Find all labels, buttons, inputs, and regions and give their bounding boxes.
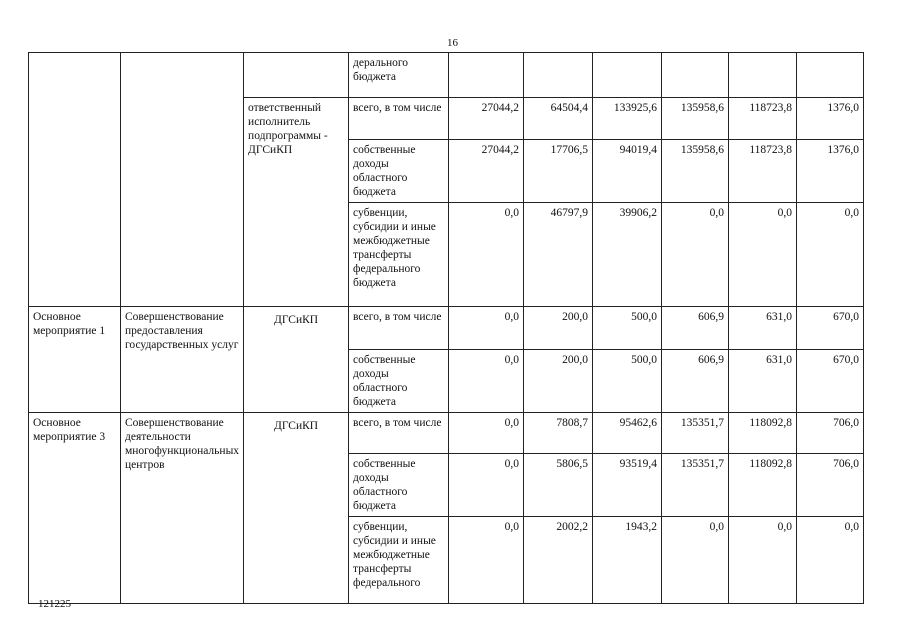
table-row: [29, 53, 864, 98]
value-cell: 670,0: [797, 350, 864, 413]
value-cell: 133925,6: [593, 98, 662, 140]
empty-cell: [121, 53, 244, 307]
value-cell: 27044,2: [449, 98, 524, 140]
value-cell: 0,0: [449, 517, 524, 604]
value-cell: 118723,8: [729, 140, 797, 203]
value-cell: 7808,7: [524, 413, 593, 454]
value-cell: 135351,7: [662, 454, 729, 517]
table-row: [29, 307, 864, 350]
source-cell: субвенции, субсидии и иные межбюджетные трансферты федерального бюджета: [349, 203, 449, 307]
value-cell: 200,0: [524, 307, 593, 350]
value-cell: 0,0: [449, 307, 524, 350]
value-cell: 118092,8: [729, 413, 797, 454]
source-cell: собственные доходы областного бюджета: [349, 454, 449, 517]
value-cell: 2002,2: [524, 517, 593, 604]
value-cell: 135958,6: [662, 140, 729, 203]
value-cell: 606,9: [662, 350, 729, 413]
source-cell: собственные доходы областного бюджета: [349, 140, 449, 203]
value-cell: 606,9: [662, 307, 729, 350]
value-cell: 1376,0: [797, 98, 864, 140]
value-cell: 0,0: [662, 203, 729, 307]
table-row: [29, 413, 864, 454]
value-cell: 0,0: [449, 454, 524, 517]
source-cell: всего, в том числе: [349, 307, 449, 350]
value-cell: 135351,7: [662, 413, 729, 454]
executor-cell: ДГСиКП: [244, 307, 349, 413]
value-cell: 118092,8: [729, 454, 797, 517]
value-cell: 135958,6: [662, 98, 729, 140]
value-cell: 118723,8: [729, 98, 797, 140]
source-cell: всего, в том числе: [349, 413, 449, 454]
value-cell: 0,0: [449, 203, 524, 307]
empty-cell: [244, 53, 349, 98]
value-cell: 46797,9: [524, 203, 593, 307]
value-cell: 95462,6: [593, 413, 662, 454]
activity-name-cell: Основное мероприятие 1: [29, 307, 121, 413]
value-cell: 500,0: [593, 350, 662, 413]
value-cell: 0,0: [449, 350, 524, 413]
empty-cell: [797, 53, 864, 98]
value-cell: 631,0: [729, 307, 797, 350]
value-cell: 706,0: [797, 413, 864, 454]
value-cell: 0,0: [729, 517, 797, 604]
empty-cell: [524, 53, 593, 98]
empty-cell: [662, 53, 729, 98]
source-cell: собственные доходы областного бюджета: [349, 350, 449, 413]
value-cell: 631,0: [729, 350, 797, 413]
value-cell: 17706,5: [524, 140, 593, 203]
value-cell: 500,0: [593, 307, 662, 350]
page-number: 16: [447, 37, 458, 49]
value-cell: 0,0: [449, 413, 524, 454]
executor-cell: ДГСиКП: [244, 413, 349, 604]
value-cell: 64504,4: [524, 98, 593, 140]
value-cell: 27044,2: [449, 140, 524, 203]
value-cell: 1376,0: [797, 140, 864, 203]
value-cell: 93519,4: [593, 454, 662, 517]
document-code: 121225: [38, 598, 71, 610]
value-cell: 670,0: [797, 307, 864, 350]
executor-cell: ответственный исполнитель подпрограммы - ДГСиКП: [244, 98, 349, 307]
empty-cell: [29, 53, 121, 307]
activity-title-cell: Совершенствование деятельности многофункциональных центров: [121, 413, 244, 604]
value-cell: 706,0: [797, 454, 864, 517]
value-cell: 0,0: [662, 517, 729, 604]
value-cell: 0,0: [797, 517, 864, 604]
value-cell: 1943,2: [593, 517, 662, 604]
budget-table: [28, 52, 864, 604]
source-cell: субвенции, субсидии и иные межбюджетные трансферты федерального: [349, 517, 449, 604]
activity-title-cell: Совершенствование предоставления государственных услуг: [121, 307, 244, 413]
value-cell: 5806,5: [524, 454, 593, 517]
value-cell: 0,0: [797, 203, 864, 307]
empty-cell: [593, 53, 662, 98]
source-cell: всего, в том числе: [349, 98, 449, 140]
empty-cell: [449, 53, 524, 98]
value-cell: 0,0: [729, 203, 797, 307]
value-cell: 200,0: [524, 350, 593, 413]
activity-name-cell: Основное мероприятие 3: [29, 413, 121, 604]
value-cell: 94019,4: [593, 140, 662, 203]
empty-cell: [729, 53, 797, 98]
source-cell: дерального бюджета: [349, 53, 449, 98]
value-cell: 39906,2: [593, 203, 662, 307]
